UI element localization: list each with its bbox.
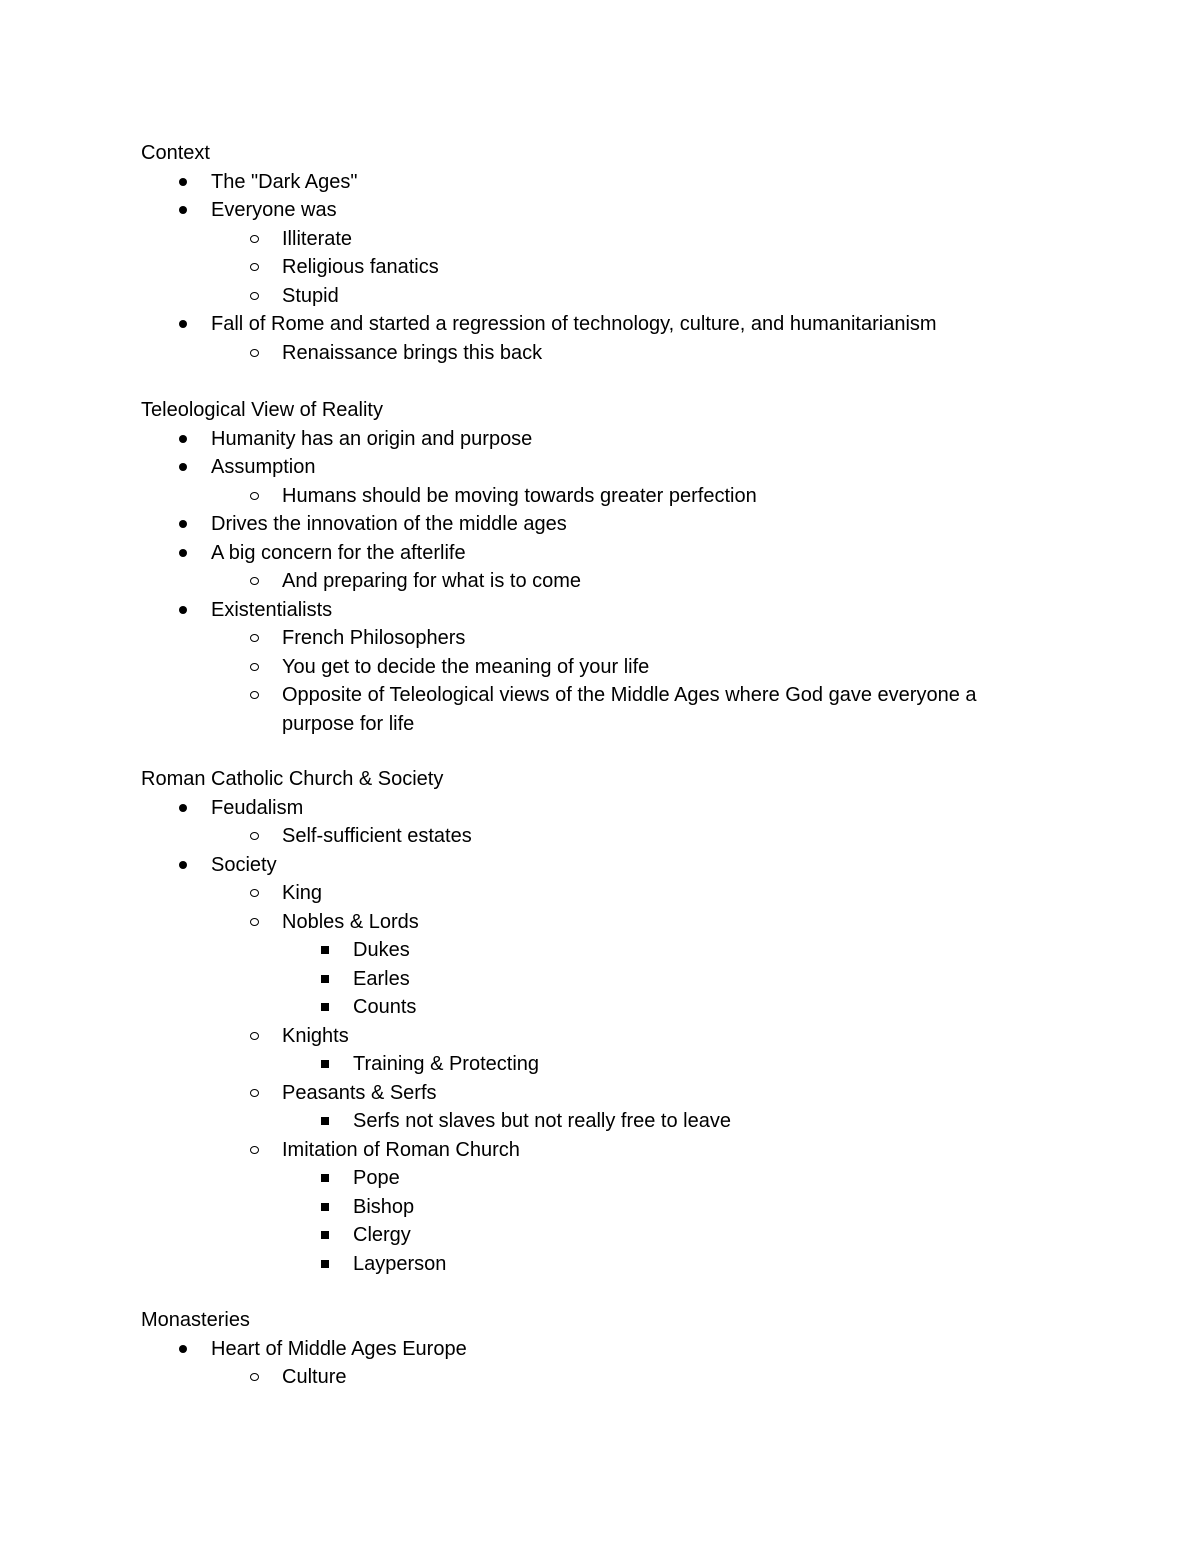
list-item bbox=[141, 1136, 1061, 1165]
list-item-text: Everyone was bbox=[211, 199, 337, 221]
section-heading: Context bbox=[141, 142, 210, 164]
list-item-text: Culture bbox=[282, 1366, 347, 1388]
bullet-disc-icon bbox=[177, 310, 189, 339]
list-item-text: Stupid bbox=[282, 284, 339, 307]
section-monasteries bbox=[141, 1306, 1061, 1392]
list-item bbox=[141, 1164, 1061, 1193]
bullet-square-icon bbox=[319, 936, 331, 965]
list-item bbox=[141, 879, 1061, 908]
list-item-text: Nobles & Lords bbox=[282, 910, 419, 933]
bullet-circle-icon bbox=[248, 1022, 260, 1051]
list-item bbox=[141, 168, 1061, 197]
bullet-disc-icon bbox=[177, 196, 189, 225]
list-item bbox=[141, 1221, 1061, 1250]
bullet-disc-icon bbox=[177, 539, 189, 568]
list-item-text: Humanity has an origin and purpose bbox=[211, 427, 533, 450]
section-context bbox=[141, 139, 1061, 367]
list-item bbox=[141, 425, 1061, 454]
bullet-circle-icon bbox=[248, 681, 260, 710]
list-item bbox=[141, 1022, 1061, 1051]
bullet-square-icon bbox=[319, 1107, 331, 1136]
list-item-text: Religious fanatics bbox=[282, 256, 439, 278]
list-item bbox=[141, 1363, 1061, 1392]
list-item bbox=[141, 310, 1061, 339]
bullet-disc-icon bbox=[177, 851, 189, 880]
list-item bbox=[141, 225, 1061, 254]
list-item bbox=[141, 681, 1042, 738]
bullet-disc-icon bbox=[177, 1335, 189, 1364]
section-heading: Roman Catholic Church & Society bbox=[141, 768, 444, 790]
list-item-text: Existentialists bbox=[211, 598, 333, 621]
bullet-circle-icon bbox=[248, 567, 260, 596]
list-item bbox=[141, 993, 1061, 1022]
list-item-text: Knights bbox=[282, 1024, 349, 1047]
bullet-square-icon bbox=[319, 1250, 331, 1279]
bullet-disc-icon bbox=[177, 794, 189, 823]
bullet-circle-icon bbox=[248, 879, 260, 908]
list-item bbox=[141, 851, 1061, 880]
list-item-text: You get to decide the meaning of your life bbox=[282, 655, 650, 678]
list-item bbox=[141, 567, 1061, 596]
list-item-text: Training & Protecting bbox=[353, 1053, 540, 1075]
list-item bbox=[141, 1335, 1061, 1364]
list-item bbox=[141, 596, 1061, 625]
bullet-disc-icon bbox=[177, 596, 189, 625]
list-item bbox=[141, 1250, 1061, 1279]
list-item-text: Fall of Rome and started a regression of technology, culture, and humanitarianism bbox=[211, 313, 937, 335]
list-item-text: Opposite of Teleological views of the Middle Ages where God gave everyone a purpose for life bbox=[282, 684, 977, 735]
list-item-text: Dukes bbox=[353, 939, 410, 961]
bullet-circle-icon bbox=[248, 908, 260, 937]
bullet-disc-icon bbox=[177, 453, 189, 482]
bullet-circle-icon bbox=[248, 1363, 260, 1392]
bullet-disc-icon bbox=[177, 510, 189, 539]
list-item-text: Self-sufficient estates bbox=[282, 825, 472, 847]
list-item bbox=[141, 965, 1061, 994]
list-item bbox=[141, 539, 1061, 568]
list-item bbox=[141, 510, 1061, 539]
list-item-text: Illiterate bbox=[282, 227, 353, 250]
list-item bbox=[141, 653, 1061, 682]
list-item-text: Imitation of Roman Church bbox=[282, 1138, 520, 1161]
bullet-circle-icon bbox=[248, 225, 260, 254]
section-teleological-view bbox=[141, 396, 1061, 738]
list-item-text: Renaissance brings this back bbox=[282, 341, 543, 364]
bullet-square-icon bbox=[319, 1193, 331, 1222]
bullet-square-icon bbox=[319, 1221, 331, 1250]
list-item-text: Peasants & Serfs bbox=[282, 1081, 437, 1104]
list-item-text: And preparing for what is to come bbox=[282, 570, 582, 592]
list-item-text: Society bbox=[211, 853, 277, 876]
bullet-circle-icon bbox=[248, 253, 260, 282]
list-item-text: Heart of Middle Ages Europe bbox=[211, 1337, 467, 1360]
bullet-circle-icon bbox=[248, 653, 260, 682]
section-heading: Teleological View of Reality bbox=[141, 399, 383, 421]
bullet-circle-icon bbox=[248, 1079, 260, 1108]
list-item bbox=[141, 253, 1061, 282]
bullet-square-icon bbox=[319, 1050, 331, 1079]
bullet-square-icon bbox=[319, 965, 331, 994]
list-item bbox=[141, 794, 1061, 823]
list-item bbox=[141, 822, 1061, 851]
list-item-text: Layperson bbox=[353, 1252, 447, 1275]
list-item bbox=[141, 1107, 1061, 1136]
list-item-text: Bishop bbox=[353, 1195, 415, 1218]
list-item bbox=[141, 936, 1061, 965]
bullet-circle-icon bbox=[248, 624, 260, 653]
list-item-text: Drives the innovation of the middle ages bbox=[211, 513, 567, 535]
list-item bbox=[141, 339, 1061, 368]
list-item bbox=[141, 196, 1061, 225]
list-item-text: Assumption bbox=[211, 456, 316, 478]
list-item bbox=[141, 1193, 1061, 1222]
bullet-circle-icon bbox=[248, 822, 260, 851]
list-item bbox=[141, 1079, 1061, 1108]
list-item-text: Clergy bbox=[353, 1224, 411, 1246]
list-item bbox=[141, 624, 1061, 653]
section-roman-catholic-church bbox=[141, 765, 1061, 1278]
list-item-text: Feudalism bbox=[211, 796, 304, 819]
list-item bbox=[141, 482, 1061, 511]
bullet-square-icon bbox=[319, 1164, 331, 1193]
bullet-disc-icon bbox=[177, 425, 189, 454]
list-item-text: French Philosophers bbox=[282, 627, 466, 649]
bullet-disc-icon bbox=[177, 168, 189, 197]
list-item-text: Earles bbox=[353, 967, 410, 990]
list-item-text: King bbox=[282, 882, 323, 904]
list-item-text: Pope bbox=[353, 1167, 400, 1189]
list-item bbox=[141, 908, 1061, 937]
bullet-square-icon bbox=[319, 993, 331, 1022]
bullet-circle-icon bbox=[248, 1136, 260, 1165]
section-heading: Monasteries bbox=[141, 1309, 250, 1331]
bullet-circle-icon bbox=[248, 482, 260, 511]
list-item-text: Humans should be moving towards greater perfection bbox=[282, 484, 757, 507]
bullet-circle-icon bbox=[248, 339, 260, 368]
list-item-text: A big concern for the afterlife bbox=[211, 541, 466, 564]
list-item bbox=[141, 1050, 1061, 1079]
list-item bbox=[141, 453, 1061, 482]
list-item bbox=[141, 282, 1061, 311]
bullet-circle-icon bbox=[248, 282, 260, 311]
list-item-text: Counts bbox=[353, 996, 417, 1018]
list-item-text: Serfs not slaves but not really free to leave bbox=[353, 1110, 731, 1132]
list-item-text: The "Dark Ages" bbox=[211, 170, 358, 193]
